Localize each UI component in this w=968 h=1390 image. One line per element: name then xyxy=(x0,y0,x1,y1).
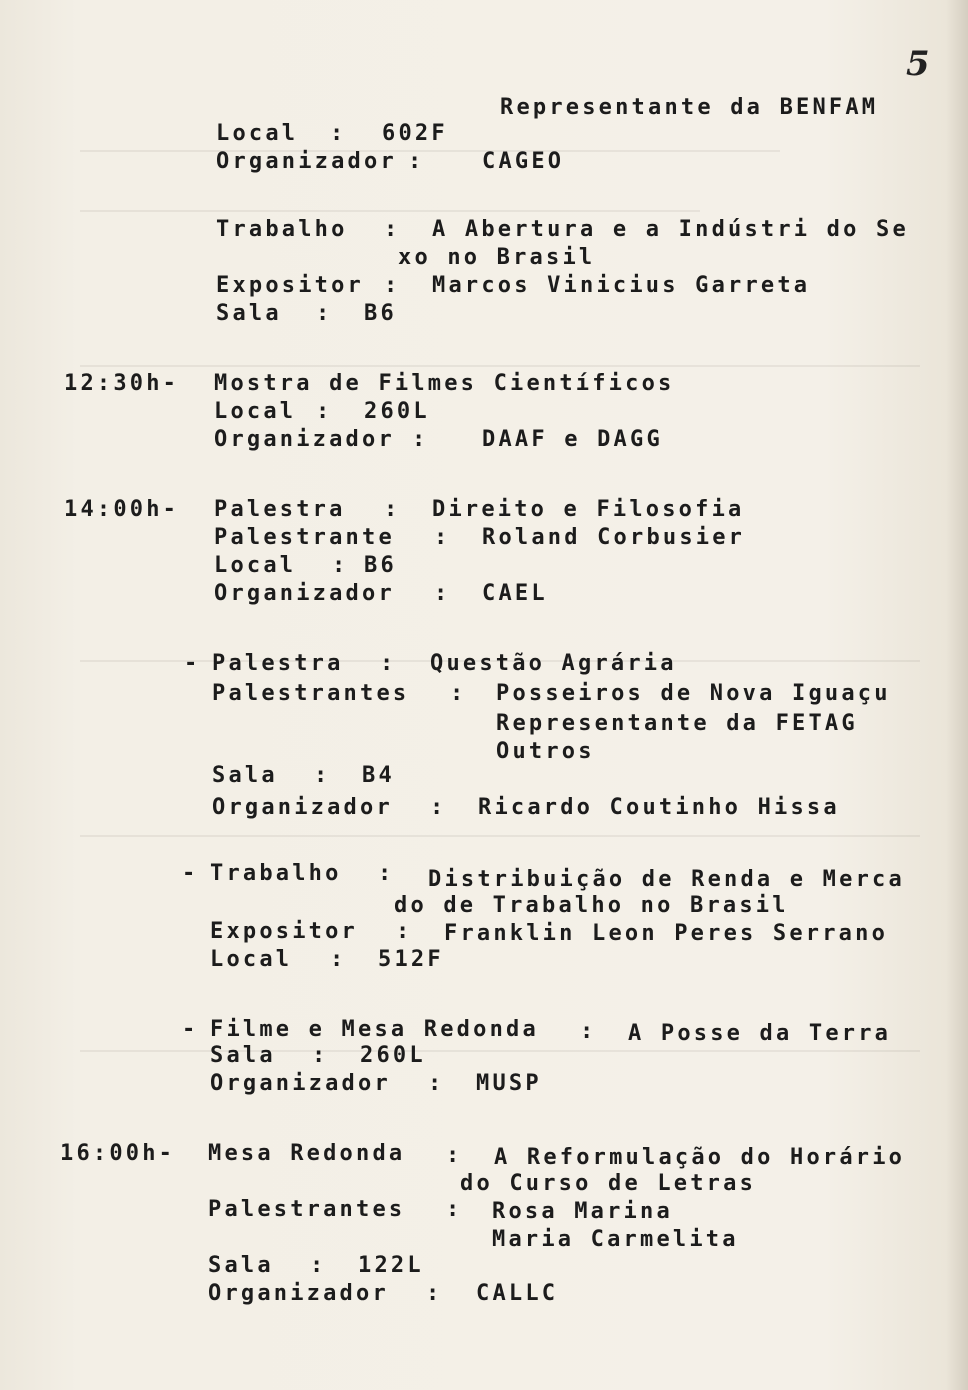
block1400b-sala: B4 xyxy=(362,763,395,788)
trabalho1-expositor-label: Expositor xyxy=(216,273,365,298)
block1400-local: B6 xyxy=(364,553,397,578)
block1400c-dash: - xyxy=(182,861,199,886)
block1230-org-label: Organizador xyxy=(214,427,395,452)
block1230-org-sep: : xyxy=(412,427,429,452)
block1600-mesa-sep: : xyxy=(446,1143,463,1168)
block1400-org-label: Organizador xyxy=(214,581,395,606)
time-1230: 12:30h- xyxy=(64,371,180,396)
block1400b-palestra-label: Palestra xyxy=(212,651,344,676)
block1400-palestra-sep: : xyxy=(384,497,401,522)
block1400c-local-label: Local xyxy=(210,947,293,972)
block1400b-palestrantes-sep: : xyxy=(450,681,467,706)
trabalho1-sala: B6 xyxy=(364,301,397,326)
block1400c-local: 512F xyxy=(378,947,444,972)
block1400d-sala-label: Sala xyxy=(210,1043,276,1068)
block1230-org: DAAF e DAGG xyxy=(482,427,663,452)
header-line: Representante da BENFAM xyxy=(500,95,879,120)
page-number: 5 xyxy=(906,44,930,84)
block1400-org-sep: : xyxy=(434,581,451,606)
block1400-palestrante-sep: : xyxy=(434,525,451,550)
block1400d-org: MUSP xyxy=(476,1071,542,1096)
intro-local-value: 602F xyxy=(382,121,448,146)
block1400c-expositor-sep: : xyxy=(396,919,413,944)
block1400d-sala-sep: : xyxy=(312,1043,329,1068)
block1600-org-label: Organizador xyxy=(208,1281,389,1306)
block1230-local-sep: : xyxy=(316,399,333,424)
block1400b-dash: - xyxy=(184,651,201,676)
block1600-org-sep: : xyxy=(426,1281,443,1306)
intro-local-sep: : xyxy=(330,121,347,146)
block1400b-sala-sep: : xyxy=(314,763,331,788)
block1400d-org-label: Organizador xyxy=(210,1071,391,1096)
block1600-palestrantes-label: Palestrantes xyxy=(208,1197,406,1222)
block1400c-trabalho-line1: Distribuição de Renda e Merca xyxy=(428,867,905,892)
block1600-palestrante-2: Maria Carmelita xyxy=(492,1227,739,1252)
block1400-org: CAEL xyxy=(482,581,548,606)
block1400-palestra-label: Palestra xyxy=(214,497,346,522)
block1600-mesa-label: Mesa Redonda xyxy=(208,1141,406,1166)
block1600-sala-sep: : xyxy=(310,1253,327,1278)
block1400c-expositor-label: Expositor xyxy=(210,919,359,944)
block1400-palestra: Direito e Filosofia xyxy=(432,497,745,522)
trabalho1-sala-sep: : xyxy=(316,301,333,326)
block1400-local-label: Local xyxy=(214,553,297,578)
block1400b-org: Ricardo Coutinho Hissa xyxy=(478,795,840,820)
block1400d-title-label: Filme e Mesa Redonda xyxy=(210,1017,539,1042)
block1400c-trabalho-label: Trabalho xyxy=(210,861,342,886)
intro-local-label: Local xyxy=(216,121,299,146)
block1400b-palestrante-3: Outros xyxy=(496,739,595,764)
block1400d-title: A Posse da Terra xyxy=(628,1021,892,1046)
block1400c-trabalho-line2: do de Trabalho no Brasil xyxy=(394,893,789,918)
block1400b-sala-label: Sala xyxy=(212,763,278,788)
block1400-palestrante-label: Palestrante xyxy=(214,525,395,550)
block1400d-dash: - xyxy=(182,1017,199,1042)
block1400d-sala: 260L xyxy=(360,1043,426,1068)
trabalho1-expositor: Marcos Vinicius Garreta xyxy=(432,273,811,298)
block1600-palestrantes-sep: : xyxy=(446,1197,463,1222)
block1400c-trabalho-sep: : xyxy=(378,861,395,886)
block1230-title: Mostra de Filmes Científicos xyxy=(214,371,675,396)
intro-org-value: CAGEO xyxy=(482,149,565,174)
block1400b-org-sep: : xyxy=(430,795,447,820)
block1400b-palestra: Questão Agrária xyxy=(430,651,677,676)
block1600-mesa-line1: A Reformulação do Horário xyxy=(494,1145,906,1170)
intro-org-sep: : xyxy=(408,149,425,174)
bleed-through-texture xyxy=(80,345,920,367)
trabalho1-sala-label: Sala xyxy=(216,301,282,326)
trabalho1-sep: : xyxy=(384,217,401,242)
block1400c-expositor: Franklin Leon Peres Serrano xyxy=(444,921,889,946)
block1400-local-sep: : xyxy=(332,553,349,578)
block1230-local-label: Local xyxy=(214,399,297,424)
block1400d-title-sep: : xyxy=(580,1019,597,1044)
block1400c-local-sep: : xyxy=(330,947,347,972)
trabalho1-title-line1: A Abertura e a Indústri do Se xyxy=(432,217,909,242)
time-1400: 14:00h- xyxy=(64,497,180,522)
block1400b-org-label: Organizador xyxy=(212,795,393,820)
page-edge-shadow xyxy=(946,0,968,1390)
intro-org-label: Organizador xyxy=(216,149,397,174)
block1400b-palestrantes-label: Palestrantes xyxy=(212,681,410,706)
trabalho1-label: Trabalho xyxy=(216,217,348,242)
trabalho1-expositor-sep: : xyxy=(384,273,401,298)
block1400b-palestrante-2: Representante da FETAG xyxy=(496,711,858,736)
block1400b-palestrante-1: Posseiros de Nova Iguaçu xyxy=(496,681,891,706)
block1600-org: CALLC xyxy=(476,1281,559,1306)
block1400-palestrante: Roland Corbusier xyxy=(482,525,746,550)
block1600-palestrante-1: Rosa Marina xyxy=(492,1199,673,1224)
time-1600: 16:00h- xyxy=(60,1141,176,1166)
block1600-sala-label: Sala xyxy=(208,1253,274,1278)
block1400d-org-sep: : xyxy=(428,1071,445,1096)
block1400b-palestra-sep: : xyxy=(380,651,397,676)
block1230-local: 260L xyxy=(364,399,430,424)
block1600-sala: 122L xyxy=(358,1253,424,1278)
trabalho1-title-line2: xo no Brasil xyxy=(398,245,596,270)
bleed-through-texture xyxy=(80,190,700,212)
block1600-mesa-line2: do Curso de Letras xyxy=(460,1171,757,1196)
